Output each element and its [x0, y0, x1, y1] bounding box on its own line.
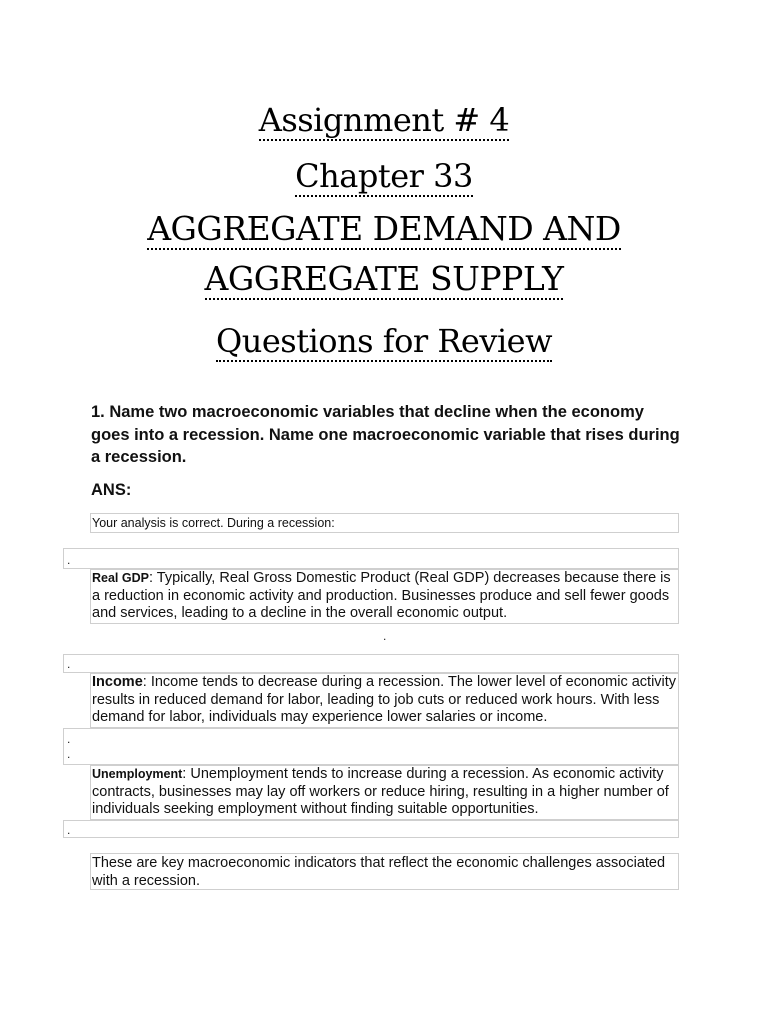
separator-dot: . — [67, 553, 71, 567]
title-block — [0, 92, 768, 369]
separator-dot: . — [67, 657, 71, 671]
separator-box-3 — [63, 728, 679, 765]
separator-box-4 — [63, 820, 679, 838]
item-box-income — [90, 673, 679, 728]
chapter-title: Chapter 33 — [295, 157, 473, 195]
term-income: Income — [92, 674, 143, 690]
separator-dot: . — [67, 823, 71, 837]
desc-income: : Income tends to decrease during a recession. The lower level of economic activity results in reduced demand for labor, leading to job cuts or reduced work hours. With less demand for labor, individuals may experience lower salaries or income. — [92, 674, 677, 725]
term-unemployment: Unemployment — [92, 767, 183, 781]
separator-box-2 — [63, 654, 679, 673]
item-box-real-gdp — [90, 569, 679, 624]
conclusion-box — [90, 853, 679, 890]
desc-real-gdp: : Typically, Real Gross Domestic Product (Real GDP) decreases because there is a reduction in economic activity and production. Businesses produce and sell fewer goods and services, leading to a decline in the overall economic output. — [92, 570, 671, 621]
term-real-gdp: Real GDP — [92, 571, 149, 585]
separator-dot: . — [67, 732, 71, 746]
separator-dot: . — [67, 747, 71, 761]
separator-box-1 — [63, 548, 679, 569]
answer-label: ANS: — [91, 481, 132, 499]
topic-title-line1: AGGREGATE DEMAND AND — [147, 209, 621, 248]
section-title: Questions for Review — [215, 322, 552, 360]
separator-dot: . — [383, 629, 387, 643]
topic-title-line2: AGGREGATE SUPPLY — [204, 259, 564, 298]
conclusion-text: These are key macroeconomic indicators that reflect the economic challenges associated with a recession. — [92, 855, 666, 889]
item-box-unemployment — [90, 765, 679, 820]
intro-box — [90, 513, 679, 533]
intro-text: Your analysis is correct. During a recession: — [92, 516, 335, 530]
question-text: 1. Name two macroeconomic variables that decline when the economy goes into a recession. Name one macroeconomic variable that rises during a recession. — [91, 403, 680, 466]
assignment-title: Assignment # 4 — [258, 101, 510, 139]
desc-unemployment: : Unemployment tends to increase during a recession. As economic activity contracts, businesses may lay off workers or reduce hiring, resulting in a higher number of individuals seeking employment without finding suitable opportunities. — [92, 766, 669, 817]
